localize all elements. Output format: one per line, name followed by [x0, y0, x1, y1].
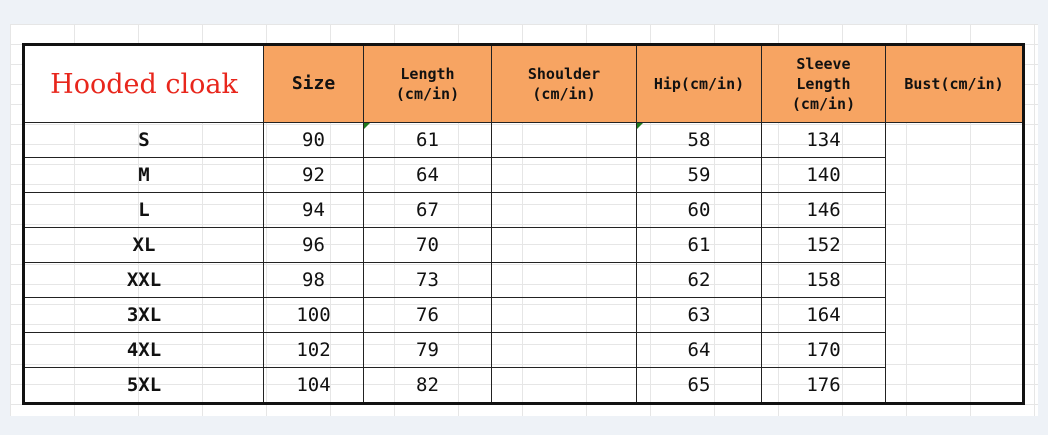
sleeve-length-cell: 63: [637, 298, 762, 333]
sleeve-length-cell: 58: [637, 123, 762, 158]
table-row: [24, 368, 1024, 404]
length-cell: 102: [264, 333, 364, 368]
length-cell: 94: [264, 193, 364, 228]
sleeve-length-cell: 60: [637, 193, 762, 228]
hip-cell: [492, 158, 637, 193]
header-row: [24, 45, 1024, 123]
size-cell: XXL: [24, 263, 264, 298]
header-shoulder: Shoulder (cm/in): [492, 45, 637, 123]
bust-cell: 134: [762, 123, 886, 158]
shoulder-cell: 67: [364, 193, 492, 228]
hip-cell: [492, 193, 637, 228]
hip-cell: [492, 333, 637, 368]
table-row: [24, 123, 1024, 158]
length-cell: 96: [264, 228, 364, 263]
sleeve-length-cell: 61: [637, 228, 762, 263]
table-row: [24, 158, 1024, 193]
bust-cell: 146: [762, 193, 886, 228]
size-cell: 5XL: [24, 368, 264, 404]
table-row: [24, 228, 1024, 263]
shoulder-cell: 76: [364, 298, 492, 333]
size-cell: 4XL: [24, 333, 264, 368]
header-hip: Hip(cm/in): [637, 45, 762, 123]
table-row: [24, 333, 1024, 368]
header-length: Length (cm/in): [364, 45, 492, 123]
hip-cell: [492, 263, 637, 298]
header-size: Size: [264, 45, 364, 123]
table-row: [24, 263, 1024, 298]
table-row: [24, 298, 1024, 333]
bust-cell: 140: [762, 158, 886, 193]
size-chart-table: [22, 43, 1025, 405]
length-cell: 98: [264, 263, 364, 298]
shoulder-cell: 73: [364, 263, 492, 298]
sleeve-length-cell: 64: [637, 333, 762, 368]
size-cell: L: [24, 193, 264, 228]
hip-cell: [492, 368, 637, 404]
bust-cell: 158: [762, 263, 886, 298]
sleeve-length-cell: 65: [637, 368, 762, 404]
sleeve-length-cell: 62: [637, 263, 762, 298]
hip-cell: [492, 123, 637, 158]
length-cell: 90: [264, 123, 364, 158]
product-label: Hooded cloak: [24, 45, 264, 123]
sleeve-length-cell: 59: [637, 158, 762, 193]
length-cell: 92: [264, 158, 364, 193]
shoulder-cell: 70: [364, 228, 492, 263]
shoulder-cell: 79: [364, 333, 492, 368]
length-cell: 104: [264, 368, 364, 404]
header-sleeve-length: Sleeve Length (cm/in): [762, 45, 886, 123]
header-bust: Bust(cm/in): [886, 45, 1024, 123]
shoulder-cell: 82: [364, 368, 492, 404]
length-cell: 100: [264, 298, 364, 333]
hip-cell: [492, 228, 637, 263]
bust-cell: 170: [762, 333, 886, 368]
size-cell: S: [24, 123, 264, 158]
bust-cell: 152: [762, 228, 886, 263]
bust-cell: 176: [762, 368, 886, 404]
size-cell: M: [24, 158, 264, 193]
size-cell: 3XL: [24, 298, 264, 333]
bust-cell: 164: [762, 298, 886, 333]
size-cell: XL: [24, 228, 264, 263]
table-row: [24, 193, 1024, 228]
shoulder-cell: 64: [364, 158, 492, 193]
shoulder-cell: 61: [364, 123, 492, 158]
hip-cell: [492, 298, 637, 333]
